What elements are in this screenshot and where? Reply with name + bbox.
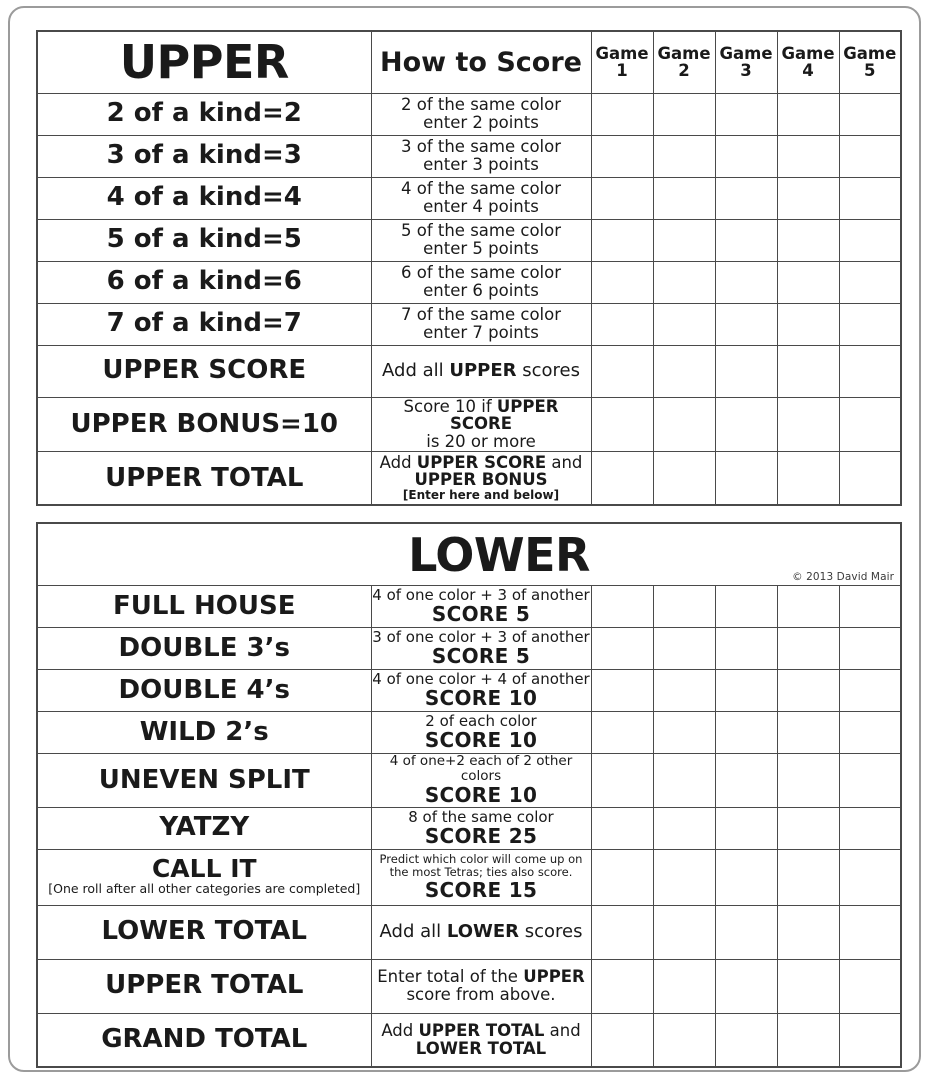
- score-cell-game-2[interactable]: [653, 261, 715, 303]
- rule-emphasis-1: UPPER SCORE: [416, 452, 547, 472]
- table-row: [37, 585, 901, 627]
- score-cell-game-4[interactable]: [777, 219, 839, 261]
- how-to-score-3-of-a-kind: [371, 135, 591, 177]
- score-value: SCORE 5: [431, 644, 531, 669]
- score-cell-game-5[interactable]: [839, 753, 901, 807]
- score-cell-game-1[interactable]: [591, 959, 653, 1013]
- score-cell-game-1[interactable]: [591, 303, 653, 345]
- enter-here-note: [Enter here and below]: [402, 488, 560, 503]
- score-cell-game-3[interactable]: [715, 261, 777, 303]
- rule-text: 4 of one color + 4 of another: [372, 669, 590, 688]
- score-cell-game-2[interactable]: [653, 219, 715, 261]
- score-cell-game-5[interactable]: [839, 669, 901, 711]
- score-cell-game-1[interactable]: [591, 451, 653, 505]
- score-cell-game-3[interactable]: [715, 711, 777, 753]
- how-to-score-yatzy: [371, 807, 591, 849]
- score-cell-game-3[interactable]: [715, 135, 777, 177]
- score-cell-game-5[interactable]: [839, 345, 901, 397]
- game-column-header-2: [653, 31, 715, 93]
- grand-total-row: [37, 1013, 901, 1067]
- rule-prefix: Add all: [379, 921, 447, 943]
- category-label-lower-total: LOWER TOTAL: [37, 905, 371, 959]
- category-label-double-3s: DOUBLE 3’s: [37, 627, 371, 669]
- table-row: [37, 261, 901, 303]
- score-cell-game-4[interactable]: [777, 807, 839, 849]
- score-cell-game-4[interactable]: [777, 261, 839, 303]
- rule-prefix: Enter total of the: [377, 967, 524, 987]
- rule-line-1: Predict which color will come up on: [379, 851, 583, 866]
- score-cell-game-3[interactable]: [715, 959, 777, 1013]
- score-cell-game-3[interactable]: [715, 93, 777, 135]
- how-to-score-grand-total: [371, 1013, 591, 1067]
- how-to-score-double-4s: [371, 669, 591, 711]
- rule-emphasis-2: LOWER TOTAL: [415, 1038, 547, 1058]
- score-cell-game-4[interactable]: [777, 93, 839, 135]
- points-text: enter 5 points: [423, 239, 539, 258]
- category-label-6-of-a-kind: 6 of a kind=6: [37, 261, 371, 303]
- game-number: 1: [616, 61, 628, 81]
- how-to-score-lower-total: [371, 905, 591, 959]
- lower-total-row: [37, 905, 901, 959]
- score-value: SCORE 5: [431, 602, 531, 627]
- score-cell-game-4[interactable]: [777, 177, 839, 219]
- score-cell-game-1[interactable]: [591, 807, 653, 849]
- score-cell-game-5[interactable]: [839, 1013, 901, 1067]
- rule-emphasis-1: UPPER TOTAL: [418, 1020, 545, 1040]
- score-cell-game-4[interactable]: [777, 303, 839, 345]
- rule-text: 3 of one color + 3 of another: [372, 627, 590, 646]
- score-cell-game-2[interactable]: [653, 1013, 715, 1067]
- score-cell-game-2[interactable]: [653, 711, 715, 753]
- how-to-score-upper-score: [371, 345, 591, 397]
- how-to-score-6-of-a-kind: [371, 261, 591, 303]
- score-value: SCORE 25: [424, 824, 538, 849]
- score-cell-game-2[interactable]: [653, 303, 715, 345]
- score-cell-game-1[interactable]: [591, 1013, 653, 1067]
- score-cell-game-2[interactable]: [653, 849, 715, 905]
- how-to-score-5-of-a-kind: [371, 219, 591, 261]
- score-cell-game-5[interactable]: [839, 627, 901, 669]
- score-cell-game-4[interactable]: [777, 451, 839, 505]
- upper-section-title: UPPER: [37, 31, 371, 93]
- points-text: enter 3 points: [423, 155, 539, 174]
- category-label-upper-score: UPPER SCORE: [37, 345, 371, 397]
- rule-text: 2 of each color: [425, 711, 537, 730]
- score-cell-game-2[interactable]: [653, 397, 715, 451]
- score-cell-game-3[interactable]: [715, 849, 777, 905]
- score-cell-game-2[interactable]: [653, 669, 715, 711]
- score-cell-game-2[interactable]: [653, 905, 715, 959]
- category-label-full-house: FULL HOUSE: [37, 585, 371, 627]
- game-number: 5: [864, 61, 876, 81]
- game-label: Game: [657, 43, 711, 63]
- rule-emphasis: UPPER: [449, 360, 517, 382]
- game-column-header-5: [839, 31, 901, 93]
- category-label-upper-bonus: UPPER BONUS=10: [37, 397, 371, 451]
- table-row: [37, 135, 901, 177]
- score-cell-game-1[interactable]: [591, 219, 653, 261]
- table-row: [37, 627, 901, 669]
- upper-score-row: [37, 345, 901, 397]
- call-it-row: [37, 849, 901, 905]
- rule-suffix: scores: [516, 360, 580, 382]
- score-cell-game-4[interactable]: [777, 627, 839, 669]
- table-row: [37, 303, 901, 345]
- game-column-header-4: [777, 31, 839, 93]
- score-cell-game-5[interactable]: [839, 303, 901, 345]
- game-label: Game: [781, 43, 835, 63]
- points-text: enter 6 points: [423, 281, 539, 300]
- copyright-notice: © 2013 David Mair: [792, 571, 895, 584]
- score-cell-game-4[interactable]: [777, 669, 839, 711]
- rule-prefix: Add: [381, 1020, 419, 1040]
- game-label: Game: [719, 43, 773, 63]
- category-label-uneven-split: UNEVEN SPLIT: [37, 753, 371, 807]
- score-cell-game-4[interactable]: [777, 1013, 839, 1067]
- lower-section-table: [36, 522, 902, 1068]
- score-cell-game-2[interactable]: [653, 753, 715, 807]
- rule-line-2: the most Tetras; ties also score.: [389, 864, 573, 879]
- score-cell-game-4[interactable]: [777, 753, 839, 807]
- lower-header-row: [37, 523, 901, 585]
- table-row: [37, 807, 901, 849]
- category-label-double-4s: DOUBLE 4’s: [37, 669, 371, 711]
- score-cell-game-1[interactable]: [591, 397, 653, 451]
- score-cell-game-5[interactable]: [839, 177, 901, 219]
- score-cell-game-2[interactable]: [653, 959, 715, 1013]
- scorecard-sheet: [36, 30, 900, 1068]
- call-it-title: CALL IT: [151, 853, 257, 883]
- category-label-yatzy: YATZY: [37, 807, 371, 849]
- table-row: [37, 669, 901, 711]
- upper-section-table: [36, 30, 902, 506]
- table-row: [37, 177, 901, 219]
- score-value: SCORE 15: [424, 878, 538, 903]
- rule-emphasis: LOWER: [446, 921, 519, 943]
- score-cell-game-4[interactable]: [777, 585, 839, 627]
- score-cell-game-2[interactable]: [653, 177, 715, 219]
- rule-emphasis: UPPER SCORE: [450, 396, 559, 434]
- score-cell-game-5[interactable]: [839, 93, 901, 135]
- score-cell-game-1[interactable]: [591, 849, 653, 905]
- score-cell-game-3[interactable]: [715, 753, 777, 807]
- score-cell-game-1[interactable]: [591, 711, 653, 753]
- category-label-wild-2s: WILD 2’s: [37, 711, 371, 753]
- score-cell-game-3[interactable]: [715, 627, 777, 669]
- score-cell-game-2[interactable]: [653, 451, 715, 505]
- table-row: [37, 219, 901, 261]
- upper-total-carry-row: [37, 959, 901, 1013]
- upper-header-row: [37, 31, 901, 93]
- how-to-score-uneven-split: [371, 753, 591, 807]
- category-label-5-of-a-kind: 5 of a kind=5: [37, 219, 371, 261]
- game-label: Game: [843, 43, 897, 63]
- game-number: 2: [678, 61, 690, 81]
- score-cell-game-1[interactable]: [591, 135, 653, 177]
- score-cell-game-3[interactable]: [715, 219, 777, 261]
- score-cell-game-5[interactable]: [839, 135, 901, 177]
- rule-text: 4 of the same color: [400, 179, 562, 199]
- score-cell-game-1[interactable]: [591, 905, 653, 959]
- category-label-upper-total-carry: UPPER TOTAL: [37, 959, 371, 1013]
- score-cell-game-4[interactable]: [777, 135, 839, 177]
- score-cell-game-5[interactable]: [839, 261, 901, 303]
- score-cell-game-5[interactable]: [839, 905, 901, 959]
- game-label: Game: [595, 43, 649, 63]
- score-cell-game-2[interactable]: [653, 627, 715, 669]
- category-label-4-of-a-kind: 4 of a kind=4: [37, 177, 371, 219]
- upper-bonus-row: [37, 397, 901, 451]
- score-cell-game-3[interactable]: [715, 303, 777, 345]
- score-cell-game-3[interactable]: [715, 905, 777, 959]
- how-to-score-double-3s: [371, 627, 591, 669]
- points-text: enter 2 points: [423, 113, 539, 132]
- rule-text: 8 of the same color: [408, 807, 554, 826]
- rule-prefix: Add: [379, 452, 417, 472]
- rule-suffix: scores: [519, 921, 583, 943]
- rule-middle: and: [544, 1020, 581, 1040]
- lower-header-cell: [37, 523, 901, 585]
- lower-section-title: LOWER: [408, 527, 590, 582]
- rule-text: 6 of the same color: [400, 263, 562, 283]
- rule-text: 5 of the same color: [400, 221, 562, 241]
- score-cell-game-1[interactable]: [591, 669, 653, 711]
- category-label-upper-total: UPPER TOTAL: [37, 451, 371, 505]
- score-cell-game-3[interactable]: [715, 807, 777, 849]
- rule-text: 4 of one+2 each of 2 other colors: [389, 752, 573, 785]
- call-it-subnote: [One roll after all other categories are completed]: [48, 880, 361, 896]
- score-value: SCORE 10: [424, 728, 538, 753]
- score-cell-game-2[interactable]: [653, 345, 715, 397]
- how-to-score-4-of-a-kind: [371, 177, 591, 219]
- score-cell-game-4[interactable]: [777, 397, 839, 451]
- table-row: [37, 753, 901, 807]
- score-cell-game-5[interactable]: [839, 585, 901, 627]
- category-label-grand-total: GRAND TOTAL: [37, 1013, 371, 1067]
- how-to-score-wild-2s: [371, 711, 591, 753]
- rule-prefix: Add all: [382, 360, 450, 382]
- score-value: SCORE 10: [424, 783, 538, 808]
- score-cell-game-1[interactable]: [591, 753, 653, 807]
- score-cell-game-1[interactable]: [591, 93, 653, 135]
- score-cell-game-5[interactable]: [839, 711, 901, 753]
- score-cell-game-4[interactable]: [777, 905, 839, 959]
- score-cell-game-5[interactable]: [839, 849, 901, 905]
- rule-prefix: Score 10 if: [403, 396, 497, 416]
- score-cell-game-1[interactable]: [591, 177, 653, 219]
- rule-emphasis-2: UPPER BONUS: [414, 470, 548, 490]
- score-cell-game-5[interactable]: [839, 451, 901, 505]
- category-label-2-of-a-kind: 2 of a kind=2: [37, 93, 371, 135]
- score-cell-game-3[interactable]: [715, 585, 777, 627]
- rule-emphasis: UPPER: [523, 967, 585, 987]
- scorecard-card: [8, 6, 921, 1072]
- score-cell-game-1[interactable]: [591, 345, 653, 397]
- score-cell-game-2[interactable]: [653, 93, 715, 135]
- table-row: [37, 93, 901, 135]
- score-cell-game-3[interactable]: [715, 669, 777, 711]
- how-to-score-upper-total: [371, 451, 591, 505]
- score-cell-game-2[interactable]: [653, 135, 715, 177]
- how-to-score-call-it: [371, 849, 591, 905]
- rule-suffix: score from above.: [406, 985, 556, 1005]
- score-cell-game-3[interactable]: [715, 177, 777, 219]
- score-cell-game-3[interactable]: [715, 1013, 777, 1067]
- upper-total-row: [37, 451, 901, 505]
- score-cell-game-3[interactable]: [715, 345, 777, 397]
- score-cell-game-3[interactable]: [715, 451, 777, 505]
- game-column-header-3: [715, 31, 777, 93]
- points-text: enter 7 points: [423, 323, 539, 342]
- how-to-score-7-of-a-kind: [371, 303, 591, 345]
- score-cell-game-1[interactable]: [591, 627, 653, 669]
- how-to-score-full-house: [371, 585, 591, 627]
- category-label-3-of-a-kind: 3 of a kind=3: [37, 135, 371, 177]
- score-cell-game-3[interactable]: [715, 397, 777, 451]
- score-cell-game-2[interactable]: [653, 807, 715, 849]
- score-cell-game-4[interactable]: [777, 711, 839, 753]
- score-cell-game-4[interactable]: [777, 345, 839, 397]
- how-to-score-header: How to Score: [371, 31, 591, 93]
- points-text: enter 4 points: [423, 197, 539, 216]
- category-label-call-it: [37, 849, 371, 905]
- how-to-score-upper-total-carry: [371, 959, 591, 1013]
- score-cell-game-5[interactable]: [839, 219, 901, 261]
- game-number: 3: [740, 61, 752, 81]
- table-row: [37, 711, 901, 753]
- rule-text: 3 of the same color: [400, 137, 562, 157]
- rule-suffix: is 20 or more: [426, 432, 536, 452]
- game-column-header-1: [591, 31, 653, 93]
- score-cell-game-4[interactable]: [777, 959, 839, 1013]
- score-cell-game-4[interactable]: [777, 849, 839, 905]
- game-number: 4: [802, 61, 814, 81]
- score-value: SCORE 10: [424, 686, 538, 711]
- score-cell-game-5[interactable]: [839, 807, 901, 849]
- category-label-7-of-a-kind: 7 of a kind=7: [37, 303, 371, 345]
- rule-text: 7 of the same color: [400, 305, 562, 325]
- rule-text: 2 of the same color: [400, 95, 562, 115]
- score-cell-game-1[interactable]: [591, 585, 653, 627]
- score-cell-game-1[interactable]: [591, 261, 653, 303]
- rule-middle: and: [546, 452, 583, 472]
- rule-text: 4 of one color + 3 of another: [372, 585, 590, 604]
- how-to-score-upper-bonus: [371, 397, 591, 451]
- score-cell-game-2[interactable]: [653, 585, 715, 627]
- score-cell-game-5[interactable]: [839, 397, 901, 451]
- how-to-score-2-of-a-kind: [371, 93, 591, 135]
- score-cell-game-5[interactable]: [839, 959, 901, 1013]
- section-gap: [36, 506, 900, 522]
